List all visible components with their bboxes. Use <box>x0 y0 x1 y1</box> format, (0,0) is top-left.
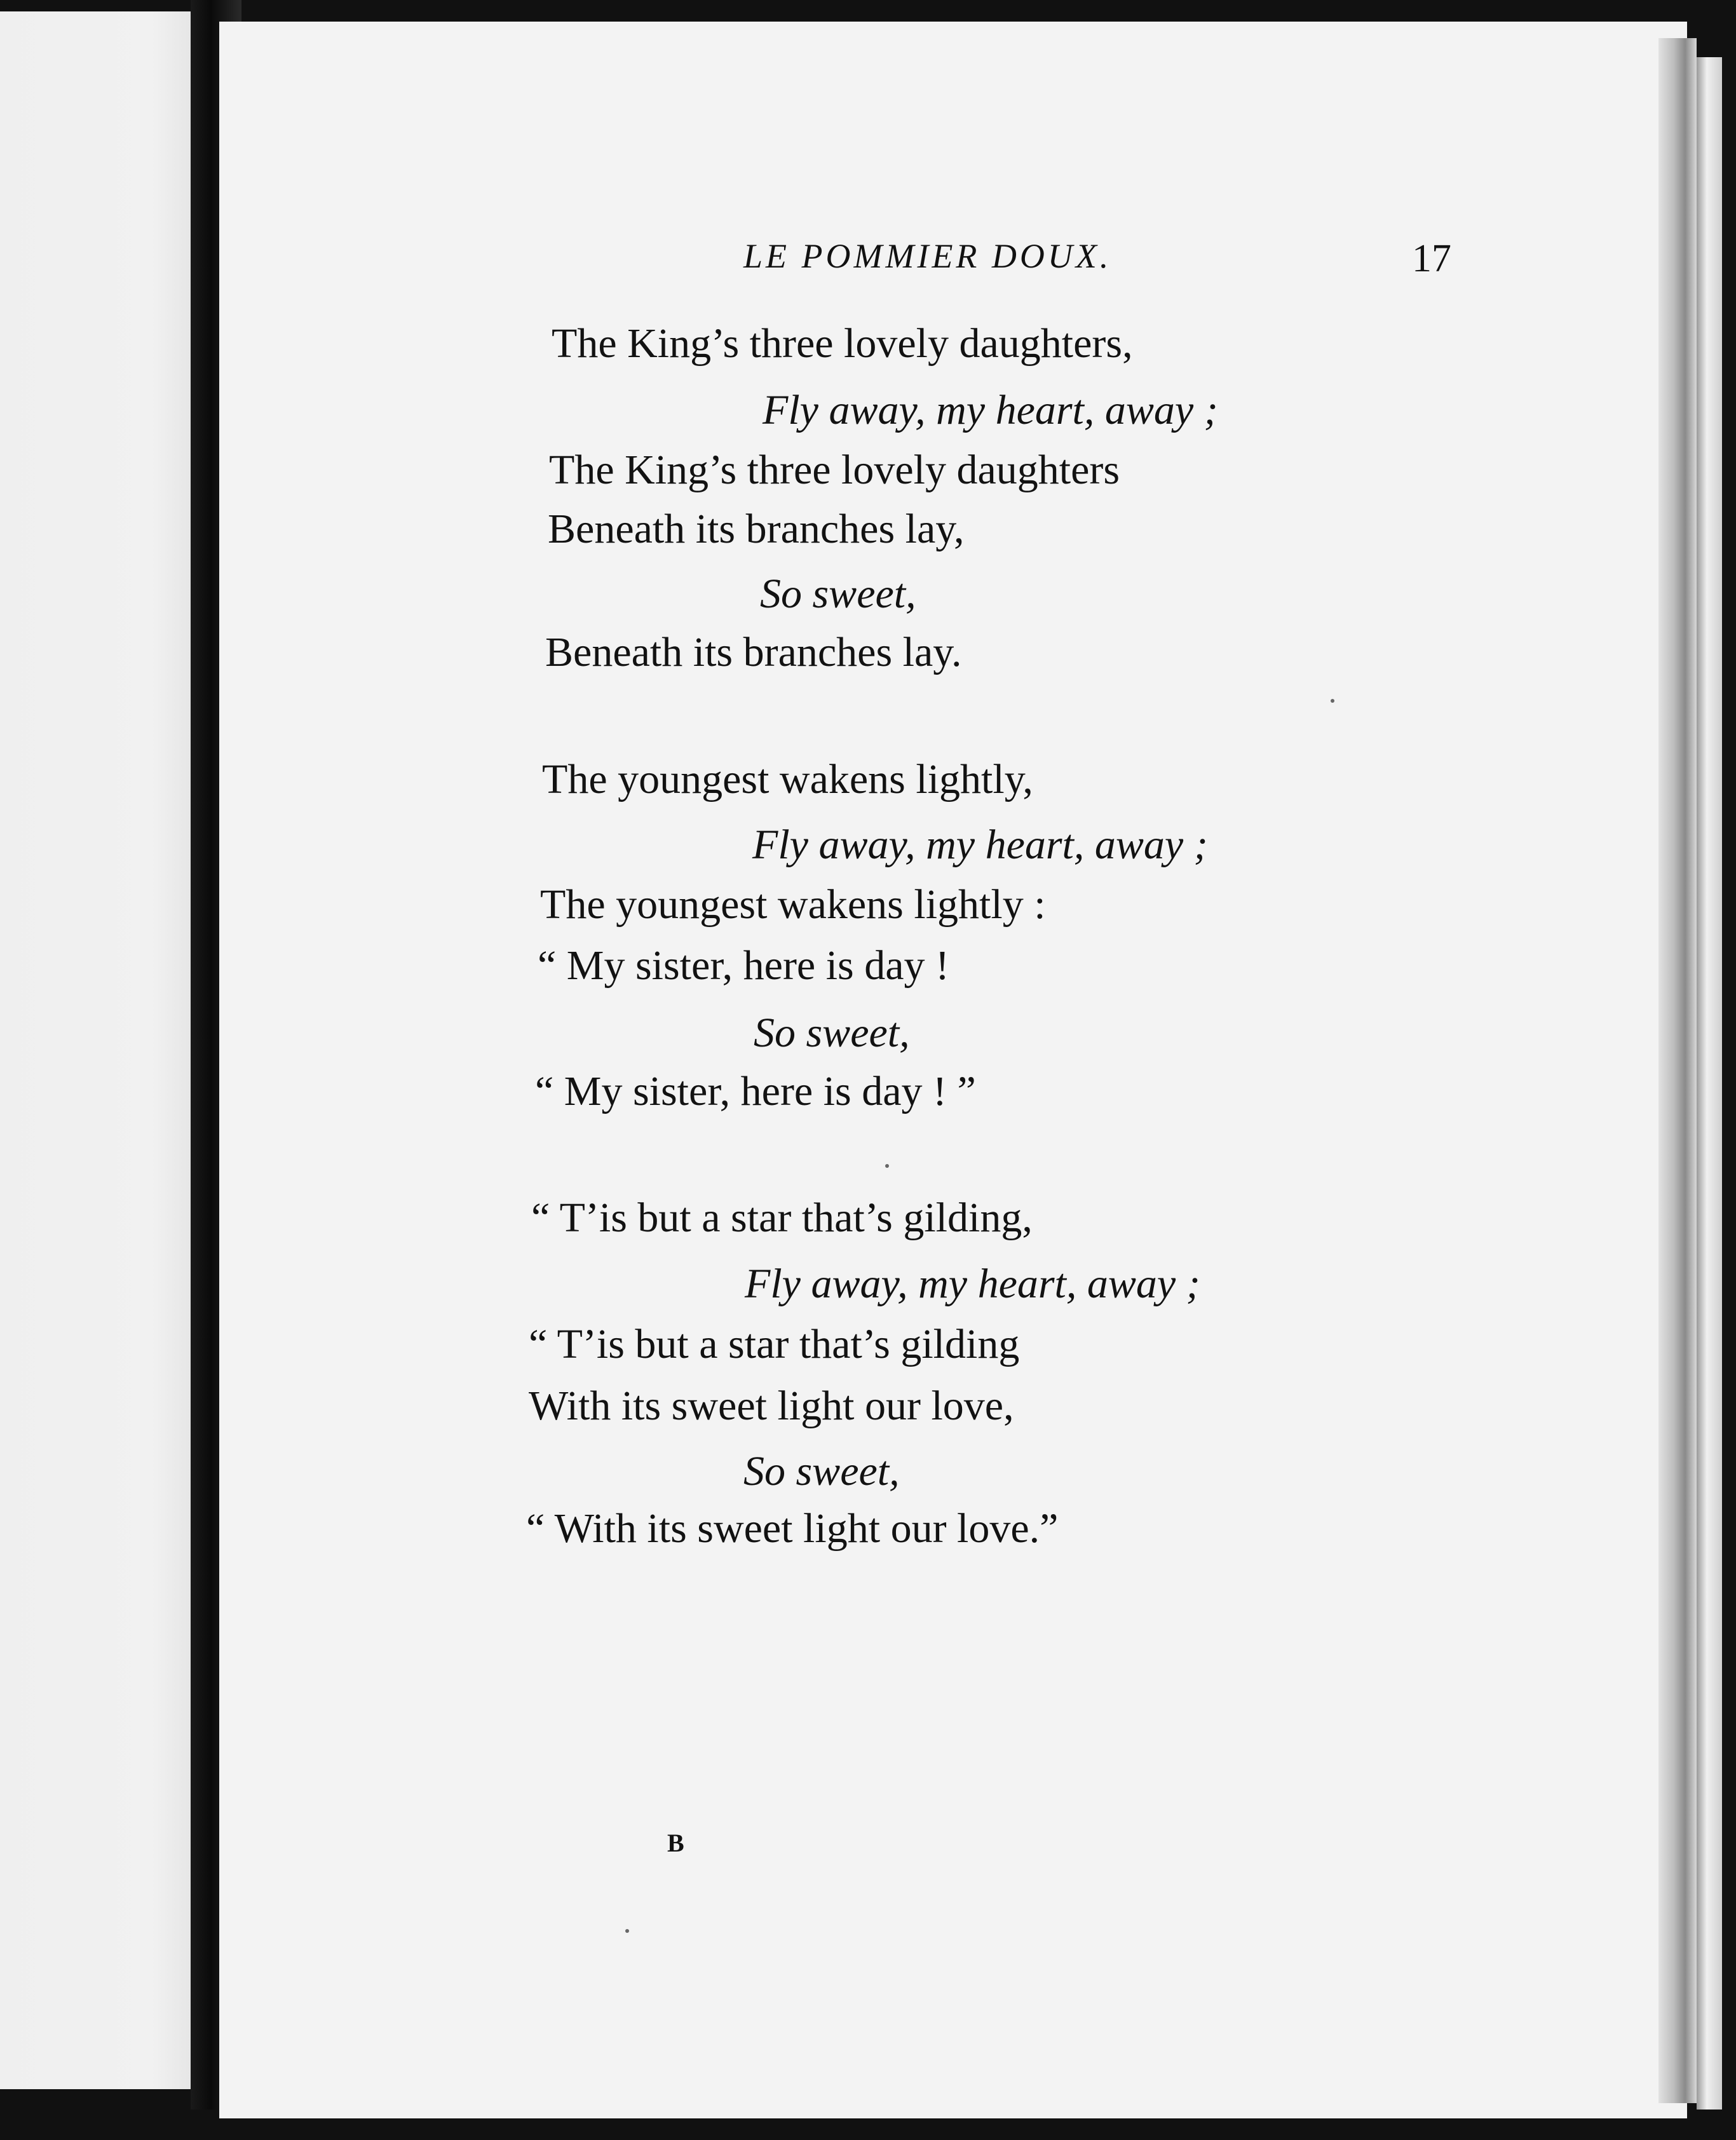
paper-speck <box>1331 699 1334 703</box>
page-edge <box>1658 38 1697 2103</box>
running-head: LE POMMIER DOUX. <box>743 237 1112 275</box>
poem-line: The King’s three lovely daughters <box>549 447 1120 493</box>
refrain-line: So sweet, <box>743 1448 900 1494</box>
poem-line: Beneath its branches lay. <box>545 629 962 675</box>
paper-speck <box>625 1929 629 1933</box>
refrain-line: Fly away, my heart, away ; <box>752 822 1208 868</box>
poem-line: The youngest wakens lightly : <box>540 881 1046 928</box>
signature-mark: B <box>667 1829 684 1857</box>
refrain-line: Fly away, my heart, away ; <box>745 1261 1200 1307</box>
refrain-line: So sweet, <box>760 571 916 617</box>
refrain-line: So sweet, <box>754 1010 910 1056</box>
poem-line: The King’s three lovely daughters, <box>552 320 1133 367</box>
paper-speck <box>885 1164 889 1168</box>
poem-line: “ My sister, here is day ! ” <box>535 1068 976 1114</box>
page-edge-outer <box>1697 57 1722 2110</box>
poem-line: With its sweet light our love, <box>529 1383 1014 1429</box>
poem-line: “ My sister, here is day ! <box>538 942 950 989</box>
poem-line: Beneath its branches lay, <box>548 506 965 552</box>
poem-line: “ T’is but a star that’s gilding <box>529 1321 1020 1367</box>
poem-line: “ T’is but a star that’s gilding, <box>531 1195 1033 1241</box>
facing-page-edge <box>0 11 191 2089</box>
poem-line: “ With its sweet light our love.” <box>526 1505 1059 1552</box>
poem-line: The youngest wakens lightly, <box>542 756 1033 802</box>
refrain-line: Fly away, my heart, away ; <box>763 387 1218 433</box>
page-number: 17 <box>1412 237 1451 280</box>
